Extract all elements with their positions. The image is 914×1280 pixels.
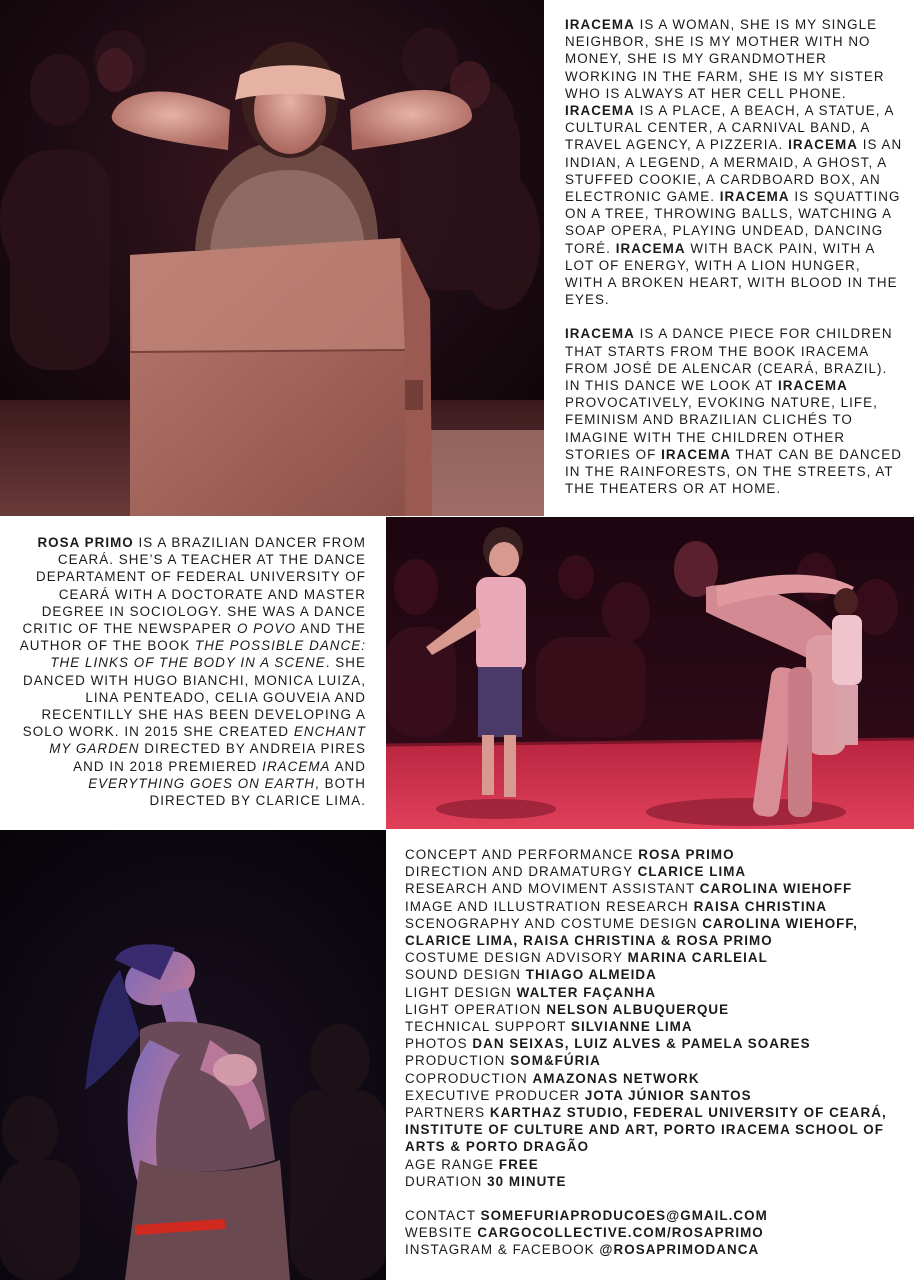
text-run: IS SQUATTING ON A TREE, THROWING BALLS, WATCHING A SOAP OPERA, PLAYING UNDEAD, DANCING TORÉ. [565, 189, 901, 256]
credit-line [405, 984, 905, 1001]
italic-title: IRACEMA [262, 758, 331, 774]
photo-dancer-head-back [0, 830, 386, 1280]
contact-value: @ROSAPRIMODANCA [599, 1242, 760, 1258]
bold-term: ROSA PRIMO [37, 535, 134, 550]
credit-label: IMAGE AND ILLUSTRATION RESEARCH [405, 898, 694, 914]
credit-value: CLARICE LIMA [637, 864, 747, 880]
credit-label: COPRODUCTION [405, 1070, 533, 1086]
bold-term: IRACEMA [565, 103, 635, 119]
credit-label: SCENOGRAPHY AND COSTUME DESIGN [405, 915, 703, 931]
credit-label: TECHNICAL SUPPORT [405, 1019, 571, 1035]
credit-label: RESEARCH AND MOVIMENT ASSISTANT [405, 881, 700, 897]
text-run: . SHE DANCED WITH HUGO BIANCHI, MONICA LUIZA, LINA PENTEADO, CELIA GOUVEIA AND RECENTILLY SHE HAS BEEN DEVELOPING A SOLO WORK. IN 2015 SHE CREATED [22, 655, 366, 740]
credit-label: COSTUME DESIGN ADVISORY [405, 950, 628, 966]
credit-lines [405, 846, 905, 1190]
credit-value: MARINA CARLEIAL [627, 950, 768, 966]
intro-paragraph-1 [565, 16, 903, 308]
photo-dancer-with-child-image [386, 517, 914, 829]
credit-value: RAISA CHRISTINA [693, 898, 828, 914]
credit-line [405, 966, 905, 983]
credit-line [405, 898, 905, 915]
contact-label: CONTACT [405, 1208, 481, 1224]
credit-value: AMAZONAS NETWORK [532, 1070, 700, 1086]
contact-lines [405, 1207, 905, 1259]
text-run: THAT CAN BE DANCED IN THE RAINFORESTS, ON THE STREETS, AT THE THEATERS OR AT HOME. [565, 446, 902, 497]
text-run: AND [330, 758, 366, 774]
credit-label: CONCEPT AND PERFORMANCE [405, 847, 639, 862]
contact-label: WEBSITE [405, 1225, 478, 1241]
intro-paragraph-2 [565, 325, 903, 497]
text-run: IS A DANCE PIECE FOR CHILDREN THAT STARTS FROM THE BOOK IRACEMA FROM JOSÉ DE ALENCAR (CEARÁ, BRAZIL). IN THIS DANCE WE LOOK AT [565, 326, 893, 394]
credit-value: SILVIANNE LIMA [570, 1019, 693, 1035]
bold-term: IRACEMA [719, 189, 790, 205]
credit-label: DIRECTION AND DRAMATURGY [405, 864, 638, 880]
credit-value: THIAGO ALMEIDA [525, 967, 657, 983]
credit-line [405, 880, 905, 897]
credit-line [405, 949, 905, 966]
text-run: AND THE AUTHOR OF THE BOOK [19, 621, 366, 654]
credit-line [405, 863, 905, 880]
credit-value: 30 MINUTE [487, 1173, 567, 1189]
contact-value: CARGOCOLLECTIVE.COM/ROSAPRIMO [477, 1225, 764, 1241]
credit-label: PHOTOS [405, 1036, 473, 1052]
contact-line [405, 1224, 905, 1241]
credit-label: SOUND DESIGN [405, 967, 526, 983]
credit-line [405, 915, 905, 949]
text-run: IS A BRAZILIAN DANCER FROM CEARÁ. SHE’S A TEACHER AT THE DANCE DEPARTAMENT OF FEDERAL UNIVERSITY OF CEARÁ WITH A DOCTORATE AND MASTER DEGREE IN SOCIOLOGY. SHE WAS A DANCE CRITIC OF THE NEWSPAPER [22, 535, 366, 637]
credit-value: ROSA PRIMO [638, 847, 735, 862]
bold-term: IRACEMA [565, 17, 635, 32]
credit-line [405, 1070, 905, 1087]
credit-value: FREE [498, 1156, 539, 1172]
text-run: PROVOCATIVELY, EVOKING NATURE, LIFE, FEMINISM AND BRAZILIAN CLICHÉS TO IMAGINE WITH THE CHILDREN OTHER STORIES OF [565, 395, 878, 462]
contact-line [405, 1207, 905, 1224]
contact-value: SOMEFURIAPRODUCOES@GMAIL.COM [480, 1208, 768, 1224]
italic-title: EVERYTHING GOES ON EARTH [88, 775, 316, 791]
contact-line [405, 1241, 905, 1258]
credit-line [405, 1001, 905, 1018]
text-run: IS A WOMAN, SHE IS MY SINGLE NEIGHBOR, SHE IS MY MOTHER WITH NO MONEY, SHE IS MY GRANDMOTHER WORKING IN THE FARM, SHE IS MY SISTER WHO IS ALWAYS AT HER CELL PHONE. [565, 17, 885, 101]
text-run: , BOTH DIRECTED BY CLARICE LIMA. [149, 775, 366, 809]
credit-value: CAROLINA WIEHOFF [699, 881, 853, 897]
credit-line [405, 1104, 905, 1156]
text-run: IS A PLACE, A BEACH, A STATUE, A CULTURAL CENTER, A CARNIVAL BAND, A TRAVEL AGENCY, A PIZZERIA. [565, 103, 894, 153]
italic-title: THE POSSIBLE DANCE: THE LINKS OF THE BODY IN A SCENE [50, 638, 366, 671]
photo-dancer-with-child [386, 517, 914, 829]
credit-line [405, 1087, 905, 1104]
credit-line [405, 1052, 905, 1069]
credit-label: LIGHT DESIGN [405, 984, 517, 1000]
intro-text [565, 16, 903, 497]
credit-line [405, 1018, 905, 1035]
credits-list [405, 846, 905, 1259]
photo-dancer-in-box-image [0, 0, 544, 516]
text-run: DIRECTED BY ANDREIA PIRES AND IN 2018 PREMIERED [73, 741, 366, 774]
credit-label: PARTNERS [405, 1105, 490, 1121]
bold-term: IRACEMA [788, 137, 858, 153]
bold-term: IRACEMA [565, 326, 635, 342]
credit-value: JOTA JÚNIOR SANTOS [584, 1087, 752, 1103]
credit-line [405, 846, 905, 863]
text-run: IS AN INDIAN, A LEGEND, A MERMAID, A GHOST, A STUFFED COOKIE, A CARDBOARD BOX, AN ELECTRONIC GAME. [565, 137, 903, 205]
credit-label: LIGHT OPERATION [405, 1001, 547, 1017]
bold-term: IRACEMA [661, 446, 731, 462]
credit-label: DURATION [405, 1173, 488, 1189]
bold-term: IRACEMA [615, 240, 686, 256]
credit-line [405, 1173, 905, 1190]
credit-value: DAN SEIXAS, LUIZ ALVES & PAMELA SOARES [472, 1036, 811, 1052]
credit-value: CAROLINA WIEHOFF, CLARICE LIMA, RAISA CHRISTINA & ROSA PRIMO [405, 915, 858, 949]
credit-label: AGE RANGE [405, 1156, 499, 1172]
credit-line [405, 1035, 905, 1052]
credit-label: EXECUTIVE PRODUCER [405, 1087, 585, 1103]
credit-line [405, 1156, 905, 1173]
credit-value: WALTER FAÇANHA [516, 984, 657, 1000]
bio-paragraph [14, 534, 366, 809]
credit-value: NELSON ALBUQUERQUE [546, 1001, 730, 1017]
credit-value: KARTHAZ STUDIO, FEDERAL UNIVERSITY OF CEARÁ, INSTITUTE OF CULTURE AND ART, PORTO IRACEMA SCHOOL OF ARTS & PORTO DRAGÃO [405, 1105, 887, 1155]
text-run: WITH BACK PAIN, WITH A LOT OF ENERGY, WITH A LION HUNGER, WITH A BROKEN HEART, WITH BLOOD IN THE EYES. [565, 240, 898, 308]
credit-label: PRODUCTION [405, 1053, 511, 1069]
artist-bio [14, 534, 366, 809]
italic-title: O POVO [236, 621, 297, 637]
photo-dancer-in-box [0, 0, 544, 516]
bold-term: IRACEMA [778, 378, 848, 394]
credit-value: SOM&FÚRIA [510, 1053, 601, 1069]
photo-dancer-head-back-image [0, 830, 386, 1280]
contact-label: INSTAGRAM & FACEBOOK [405, 1242, 600, 1258]
italic-title: ENCHANT MY GARDEN [49, 724, 366, 757]
